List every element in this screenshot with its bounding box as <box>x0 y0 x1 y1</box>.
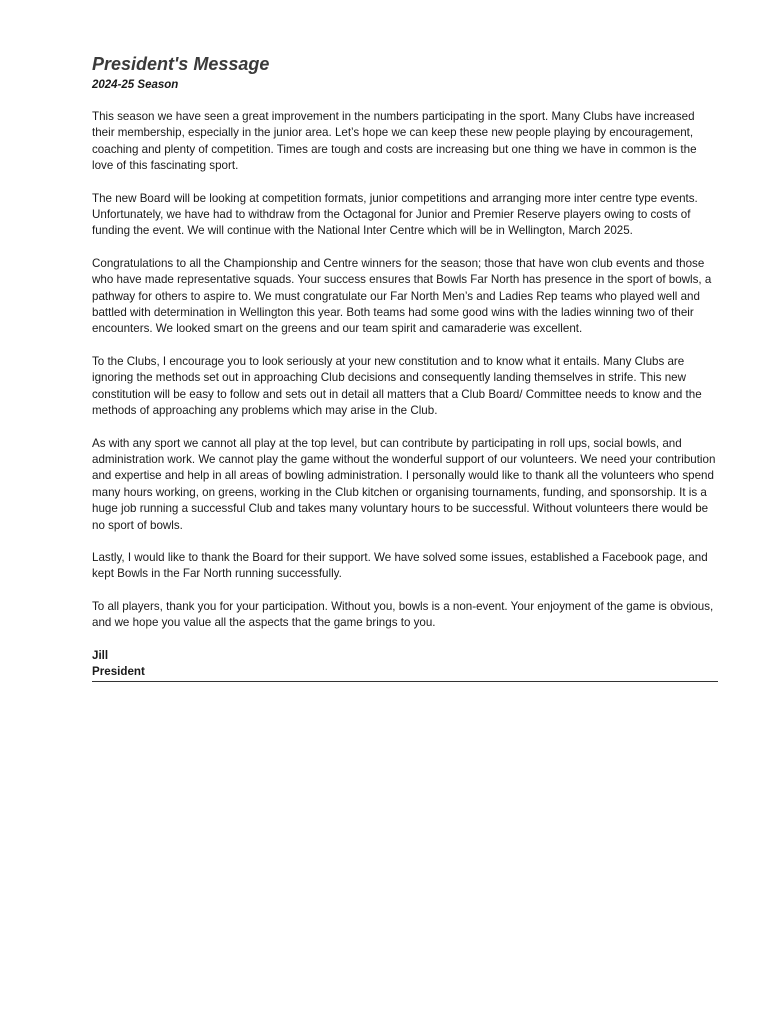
document-page <box>92 52 720 682</box>
paragraph-players: To all players, thank you for your participation. Without you, bowls is a non-event. Your enjoyment of the game is obvious, and we hope you value all the aspects that the game brings to you. <box>92 599 714 630</box>
paragraph-volunteers: As with any sport we cannot all play at the top level, but can contribute by participating in roll ups, social bowls, and administration work. We cannot play the game without the wonderful support of our volunteers. We need your contribution and expertise and help in all areas of bowling administration. I personally would like to thank all the volunteers who spend many hours working, on greens, working in the Club kitchen or organising tournaments, funding, and sponsorship. It is a huge job running a successful Club and takes many voluntary hours to be successful. Without volunteers there would be no sport of bowls. <box>92 436 716 532</box>
signoff-name: Jill <box>92 648 109 662</box>
paragraph-intro: This season we have seen a great improvement in the numbers participating in the sport. Many Clubs have increased their membership, especially in the junior area. Let’s hope we can keep these new people playing by encouragement, coaching and plenty of competition. Times are tough and costs are increasing but one thing we have in common is the love of this fascinating sport. <box>92 110 697 173</box>
signoff-role: President <box>92 664 145 678</box>
paragraph-thanks-board: Lastly, I would like to thank the Board for their support. We have solved some issues, established a Facebook page, and kept Bowls in the Far North running successfully. <box>92 550 708 581</box>
season-subtitle: 2024-25 Season <box>92 79 179 91</box>
paragraph-board: The new Board will be looking at competition formats, junior competitions and arranging more inter centre type events. Unfortunately, we have had to withdraw from the Octagonal for Junior and Premier Reserve players owing to costs of funding the event. We will continue with the National Inter Centre which will be in Wellington, March 2025. <box>92 191 698 238</box>
paragraph-congratulations: Congratulations to all the Championship and Centre winners for the season; those that have won club events and those who have made representative squads. Your success ensures that Bowls Far North has presence in the sport of bowls, a pathway for others to aspire to. We must congratulate our Far North Men’s and Ladies Rep teams who played well and battled with determination in Wellington this year. Both teams had some good wins with the ladies winning two of their encounters. We looked smart on the greens and our team spirit and camaraderie was excellent. <box>92 256 712 336</box>
bottom-divider <box>92 681 718 682</box>
signoff <box>92 648 720 681</box>
page-title: President's Message <box>92 54 270 74</box>
paragraph-clubs: To the Clubs, I encourage you to look seriously at your new constitution and to know what it entails. Many Clubs are ignoring the methods set out in approaching Club decisions and consequently landing themselves in strife. This new constitution will be easy to follow and sets out in detail all matters that a Club Board/ Committee needs to know and the methods of approaching any problems which may arise in the Club. <box>92 354 702 418</box>
